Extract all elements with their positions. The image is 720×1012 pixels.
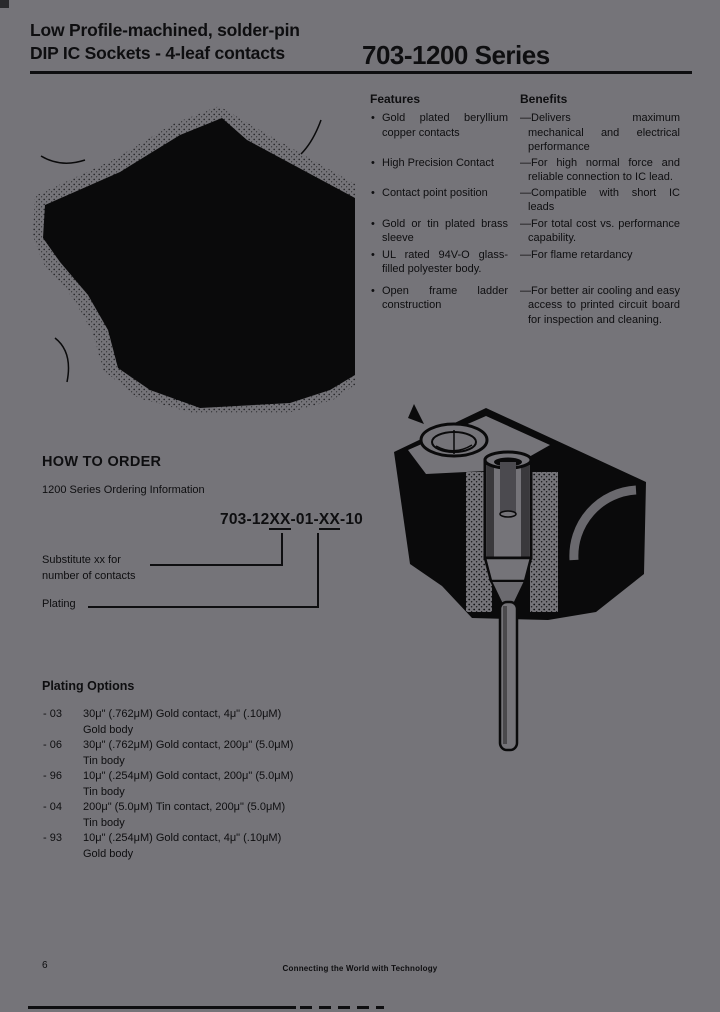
contacts-callout [42,553,136,584]
plating-option [43,707,293,738]
benefit-text: For better air cooling and easy access to printed circuit board for inspection and cleaning. [528,284,680,326]
plating-options-list [43,707,293,862]
feature-text: Gold plated beryllium copper contacts [382,112,508,139]
bullet-icon: • [371,284,375,297]
plating-desc: 30μ" (.762μM) Gold contact, 200μ" (5.0μM) [83,739,294,751]
feature-benefit-row [370,186,694,215]
header-rule [30,71,692,74]
feature-benefit-row [370,111,694,155]
scan-crack-line [55,338,69,382]
benefit-text: For flame retardancy [531,248,633,261]
callout-line-plating-vertical [317,533,319,608]
plating-option [43,738,293,769]
bullet-icon: • [371,112,375,124]
benefit-text: For total cost vs. performance capability. [528,217,680,244]
features-benefits-section [370,92,694,327]
feature-benefit-row [370,156,694,185]
plating-code: - 03 [43,708,62,720]
feature-text: High Precision Contact [382,156,494,169]
part-number-suffix: -10 [340,511,364,528]
part-number-contacts-xx: XX [269,511,291,528]
dash-icon: — [520,248,531,261]
contact-cutaway-illustration [388,388,658,773]
plating-option [43,831,293,862]
dash-icon: — [520,112,531,124]
plating-code: - 04 [43,801,62,813]
plating-body: Gold body [83,847,134,860]
solder-pin [500,602,517,750]
page-title [30,19,300,65]
bullet-icon: • [371,217,375,230]
inner-contact [500,462,516,514]
footer-tagline: Connecting the World with Technology [282,964,438,973]
feature-text: Gold or tin plated brass sleeve [382,217,508,244]
scan-crack-line [301,120,321,154]
benefit-text: Delivers maximum mechanical and electrical performance [528,112,680,153]
plating-body: Tin body [83,754,125,767]
pin-shade [503,606,507,744]
plating-desc: 200μ" (5.0μM) Tin contact, 200μ" (5.0μM) [83,801,286,813]
page-title-line1: Low Profile-machined, solder-pin [30,20,300,40]
plating-desc: 10μ" (.254μM) Gold contact, 4μ" (.10μM) [83,832,282,844]
features-benefits-headings [370,92,694,106]
dash-icon: — [520,156,531,169]
callout-line-plating-horizontal [88,606,319,608]
feature-benefit-row [370,217,694,246]
dip-socket-photo [33,98,355,413]
scan-mark [408,404,424,424]
molding-texture-right [530,472,558,612]
feature-benefit-row [370,284,694,328]
plating-code: - 96 [43,770,62,782]
part-number-plating-xx: XX [318,511,340,528]
callout-line-contacts-vertical [281,533,283,566]
page-title-line2: DIP IC Sockets - 4-leaf contacts [30,43,285,63]
plating-code: - 06 [43,739,62,751]
plating-callout: Plating [42,598,76,610]
series-title: 703-1200 Series [362,40,550,70]
sleeve-shoulder [485,558,531,581]
part-number-mid: -01- [290,511,319,528]
scan-crack-line [41,156,85,163]
feature-text: UL rated 94V-O glass-filled polyester body. [382,248,508,275]
dash-icon: — [520,217,531,230]
plating-code: - 93 [43,832,62,844]
sleeve-shade-right [521,462,529,558]
benefit-text: For high normal force and reliable connection to IC lead. [528,156,680,183]
bullet-icon: • [371,248,375,261]
ordering-info-subheading: 1200 Series Ordering Information [42,484,205,496]
plating-desc: 10μ" (.254μM) Gold contact, 200μ" (5.0μM) [83,770,294,782]
plating-body: Tin body [83,816,125,829]
plating-option [43,800,293,831]
feature-text: Contact point position [382,186,488,199]
plating-desc: 30μ" (.762μM) Gold contact, 4μ" (.10μM) [83,708,282,720]
benefit-text: Compatible with short IC leads [528,186,680,213]
feature-benefit-row [370,248,694,277]
scan-artifact-corner [0,0,9,8]
sleeve-shade-left [487,462,494,558]
part-number-prefix: 703-12 [220,511,270,528]
plating-body: Tin body [83,785,125,798]
contacts-callout-line1: Substitute xx for [42,554,121,566]
benefits-heading: Benefits [520,92,568,106]
feature-text: Open frame ladder construction [382,284,508,311]
footer-bar-dashes [300,1006,384,1009]
callout-line-contacts-horizontal [150,564,283,566]
plating-option [43,769,293,800]
bullet-icon: • [371,186,375,199]
plating-body: Gold body [83,723,134,736]
page-number: 6 [42,960,48,971]
footer-bar [28,1006,296,1009]
dash-icon: — [520,284,531,297]
contacts-callout-line2: number of contacts [42,569,136,582]
part-number [220,511,363,529]
plating-options-heading: Plating Options [42,679,135,693]
inner-contact-top [500,511,516,517]
features-heading: Features [370,92,421,106]
bullet-icon: • [371,156,375,169]
dash-icon: — [520,186,531,199]
how-to-order-heading: HOW TO ORDER [42,454,162,470]
